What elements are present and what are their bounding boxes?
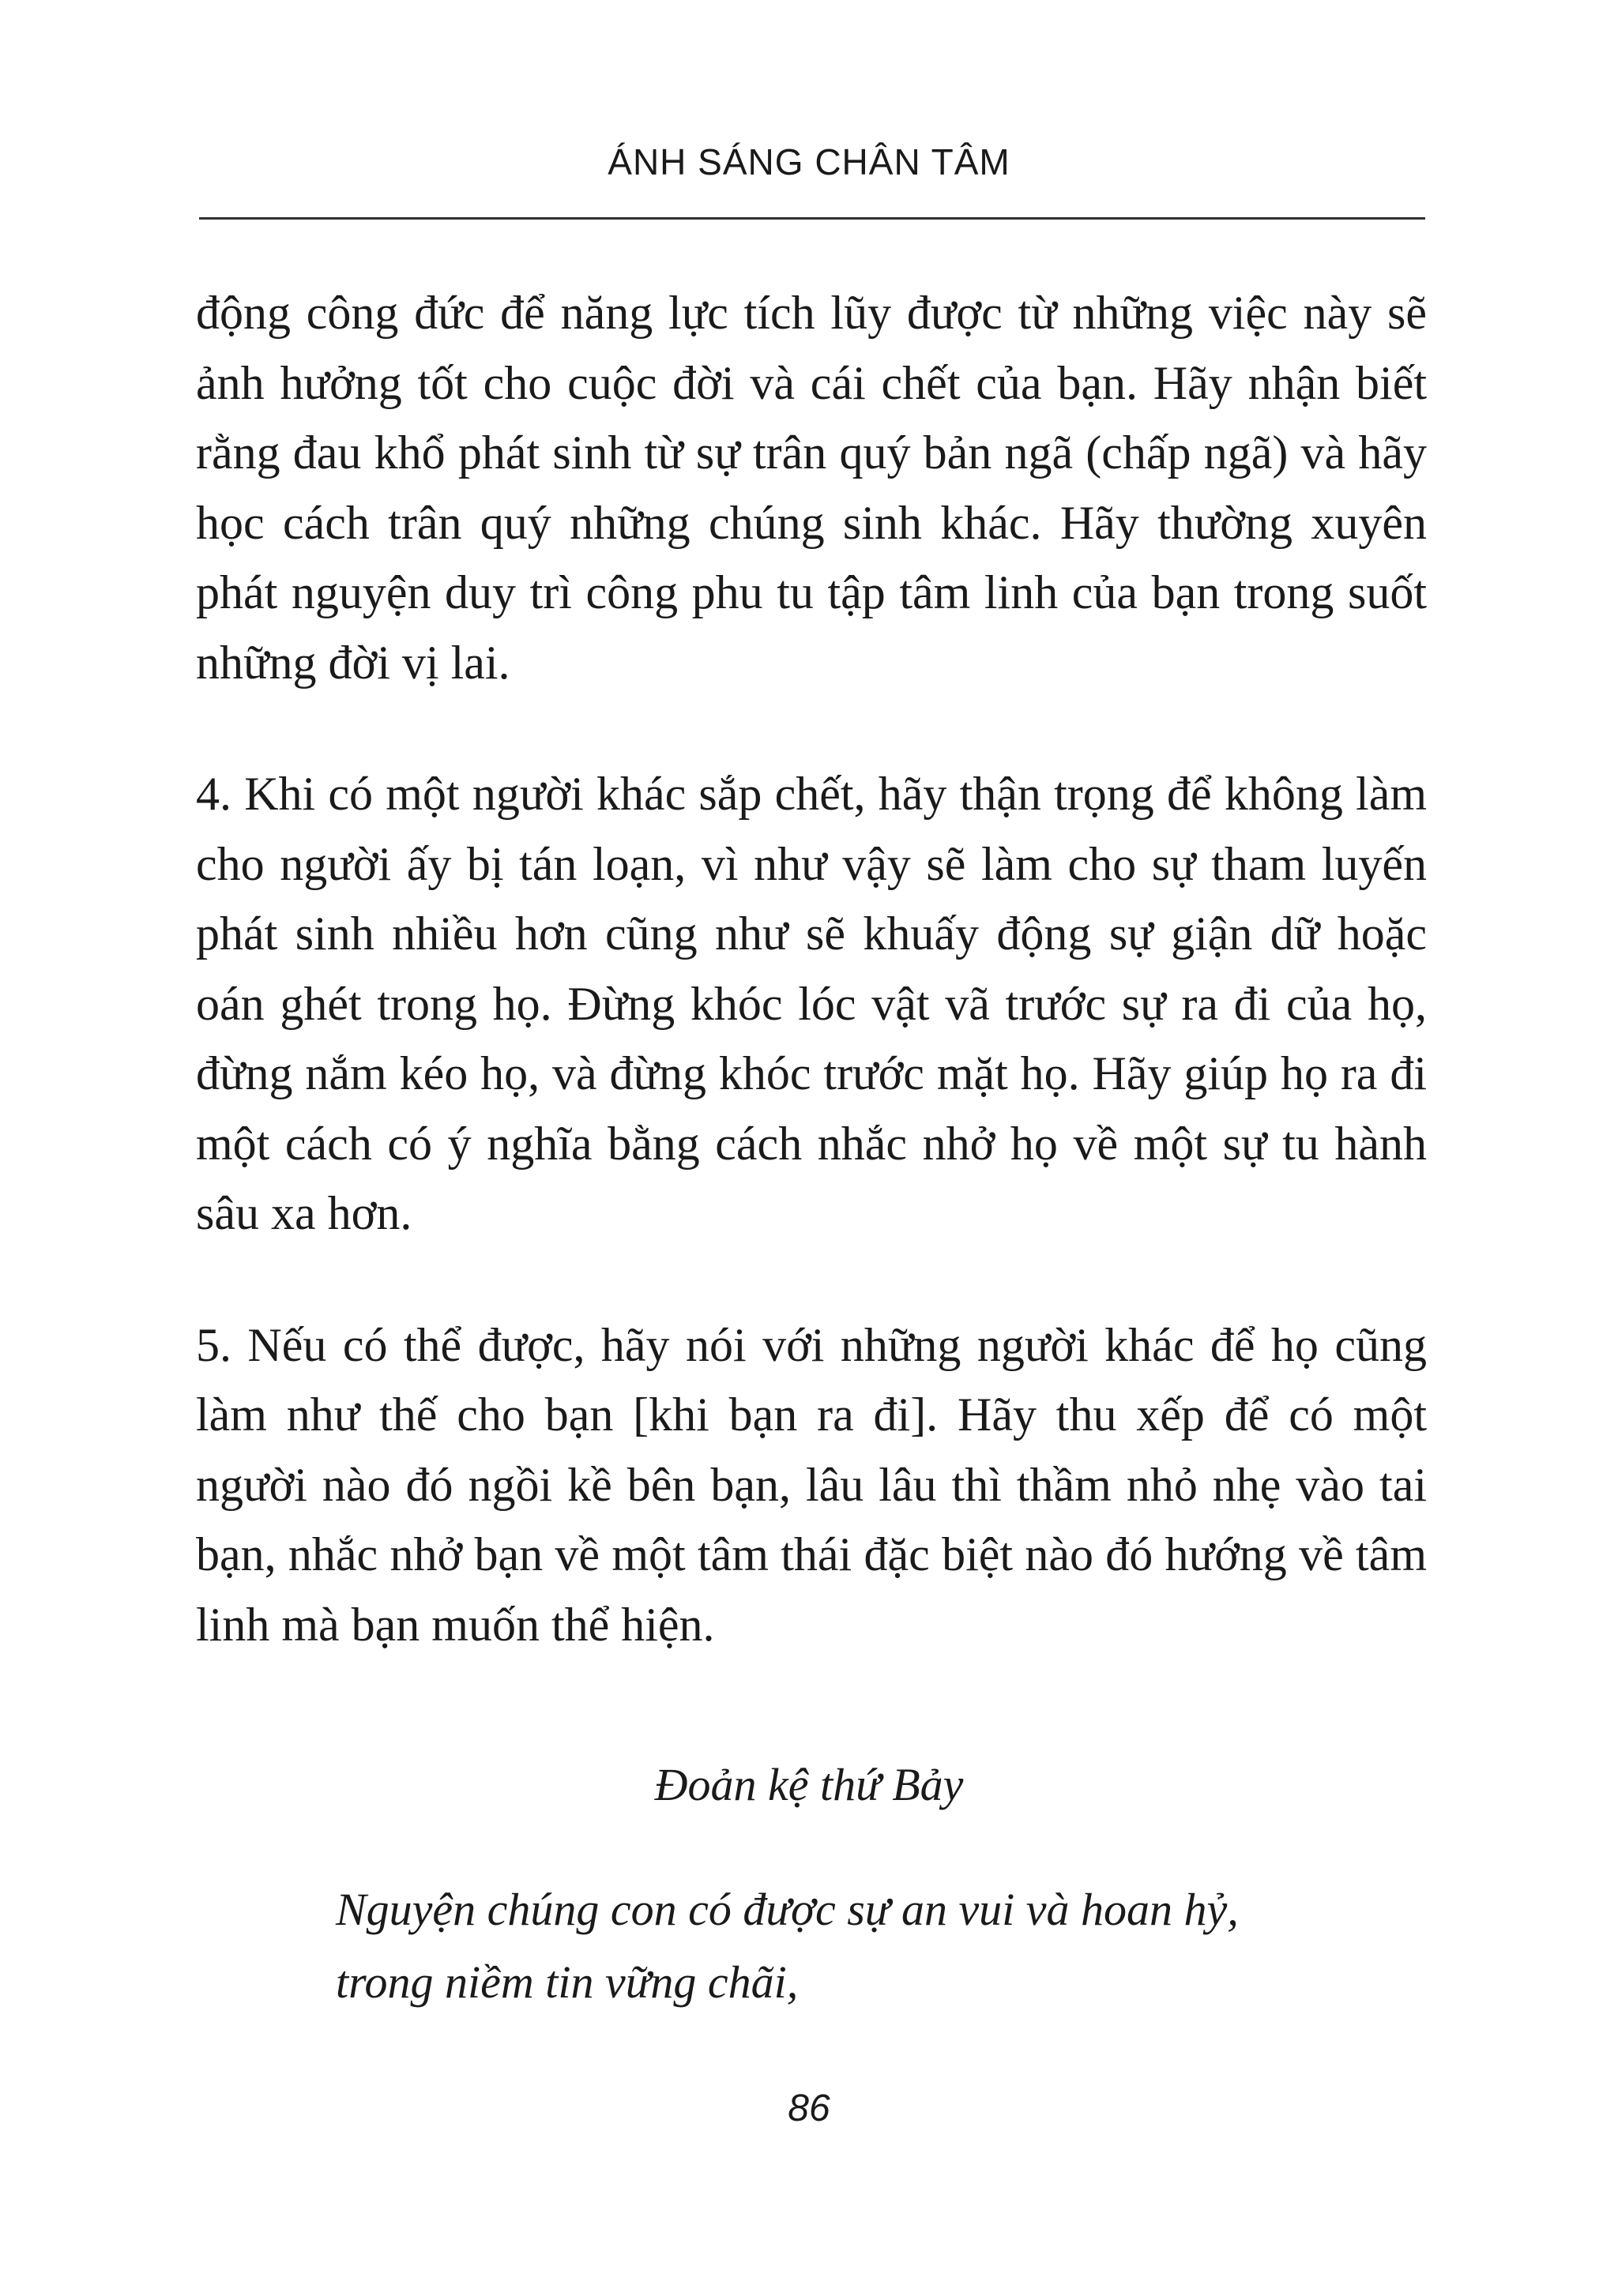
verse-line: Nguyện chúng con có được sự an vui và hoan hỷ, — [336, 1884, 1239, 1935]
paragraph-item-5: 5. Nếu có thể được, hãy nói với những người khác để họ cũng làm như thế cho bạn [khi bạn ra đi]. Hãy thu xếp để có một người nào đó ngồi kề bên bạn, lâu lâu thì thầm nhỏ nhẹ vào tai bạn, nhắc nhở bạn về một tâm thái đặc biệt nào đó hướng về tâm linh mà bạn muốn thể hiện. — [196, 1318, 1427, 1651]
running-header-title: ÁNH SÁNG CHÂN TÂM — [608, 141, 1010, 182]
verse-line: trong niềm tin vững chãi, — [336, 1956, 799, 2008]
stanza-title: Đoản kệ thứ Bảy — [654, 1759, 964, 1810]
page-number: 86 — [788, 2087, 830, 2129]
paragraph-continuation: động công đức để năng lực tích lũy được từ những việc này sẽ ảnh hưởng tốt cho cuộc đời và cái chết của bạn. Hãy nhận biết rằng đau khổ phát sinh từ sự trân quý bản ngã (chấp ngã) và hãy học cách trân quý những chúng sinh khác. Hãy thường xuyên phát nguyện duy trì công phu tu tập tâm linh của bạn trong suốt những đời vị lai. — [196, 287, 1427, 689]
body-text — [196, 278, 1427, 1721]
header-divider — [199, 217, 1425, 220]
paragraph-item-4: 4. Khi có một người khác sắp chết, hãy thận trọng để không làm cho người ấy bị tán loạn, vì như vậy sẽ làm cho sự tham luyến phát sinh nhiều hơn cũng như sẽ khuấy động sự giận dữ hoặc oán ghét trong họ. Đừng khóc lóc vật vã trước sự ra đi của họ, đừng nắm kéo họ, và đừng khóc trước mặt họ. Hãy giúp họ ra đi một cách có ý nghĩa bằng cách nhắc nhở họ về một sự tu hành sâu xa hơn. — [196, 768, 1427, 1239]
verse-block — [336, 1873, 1239, 2019]
